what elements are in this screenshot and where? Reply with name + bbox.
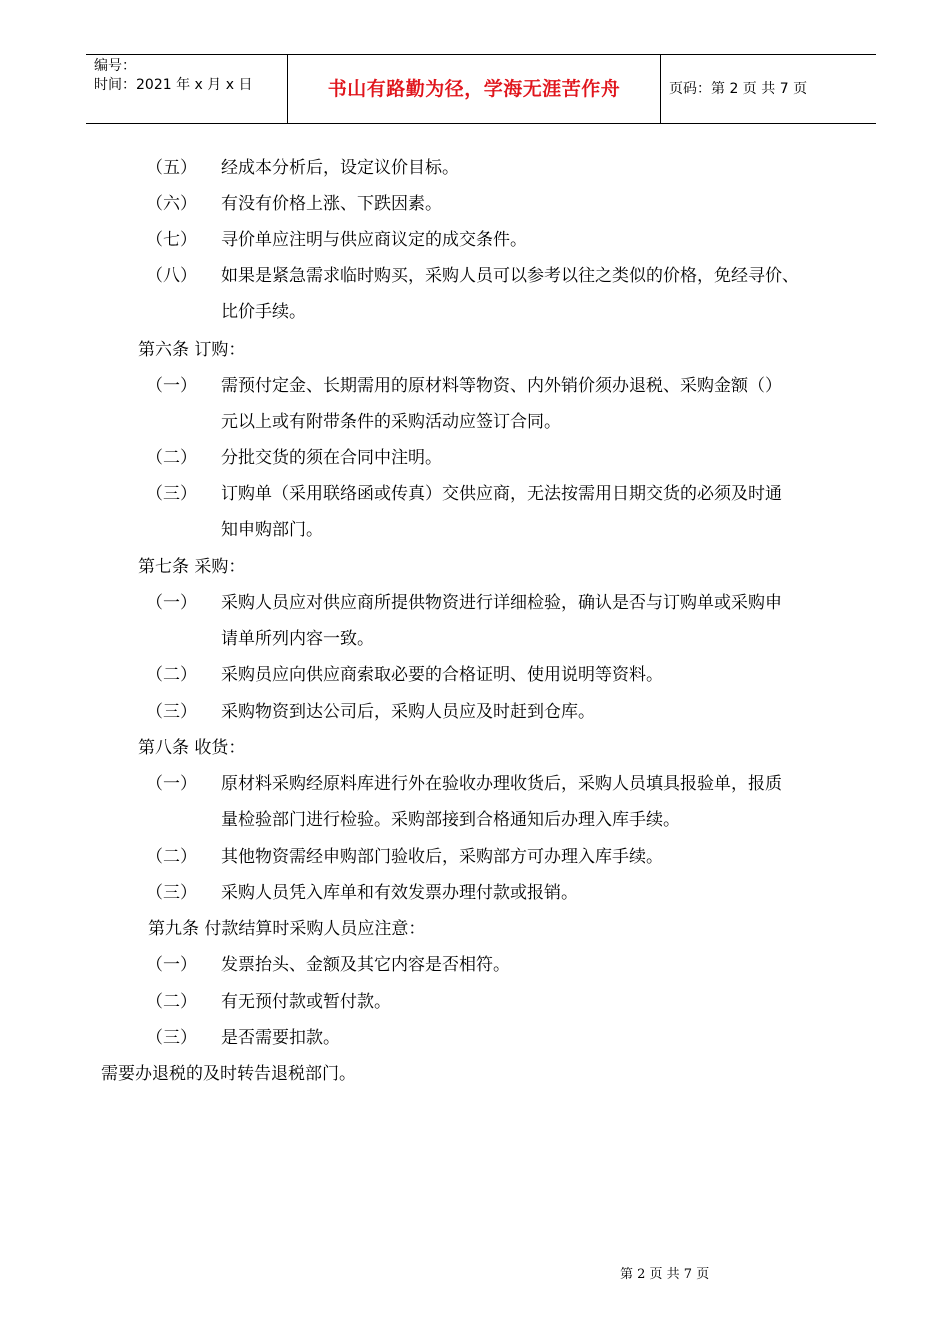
item-text: 如果是紧急需求临时购买，采购人员可以参考以往之类似的价格，免经寻价、	[221, 266, 799, 286]
item-number: （六）	[146, 194, 197, 214]
item-text: 发票抬头、金额及其它内容是否相符。	[221, 955, 510, 975]
item-text: 有没有价格上涨、下跌因素。	[221, 194, 442, 214]
item-text: 采购物资到达公司后，采购人员应及时赶到仓库。	[221, 702, 595, 722]
item-number: （一）	[146, 955, 197, 975]
item-number: （三）	[146, 1028, 197, 1048]
item-text: 经成本分析后，设定议价目标。	[221, 158, 459, 178]
page-header	[86, 54, 876, 124]
item-text: 采购人员凭入库单和有效发票办理付款或报销。	[221, 883, 578, 903]
item-number: （三）	[146, 484, 197, 504]
page-footer: 第 2 页 共 7 页	[620, 1267, 710, 1282]
time-label: 时间：2021 年 x 月 x 日	[94, 77, 253, 93]
code-label: 编号：	[94, 58, 136, 74]
item-number: （一）	[146, 774, 197, 794]
item-number: （二）	[146, 665, 197, 685]
item-number: （三）	[146, 883, 197, 903]
item-number: （一）	[146, 376, 197, 396]
article-heading: 第六条 订购：	[138, 340, 246, 360]
item-text: 订购单（采用联络函或传真）交供应商，无法按需用日期交货的必须及时通	[221, 484, 782, 504]
item-number: （一）	[146, 593, 197, 613]
item-number: （五）	[146, 158, 197, 178]
article-heading: 第七条 采购：	[138, 557, 246, 577]
item-text-continued: 知申购部门。	[221, 520, 323, 540]
item-text: 采购人员应对供应商所提供物资进行详细检验，确认是否与订购单或采购申	[221, 593, 782, 613]
item-text: 需预付定金、长期需用的原材料等物资、内外销价须办退税、采购金额（）	[221, 376, 782, 396]
item-text: 寻价单应注明与供应商议定的成交条件。	[221, 230, 527, 250]
item-number: （八）	[146, 266, 197, 286]
item-text: 有无预付款或暂付款。	[221, 992, 391, 1012]
item-text-continued: 元以上或有附带条件的采购活动应签订合同。	[221, 412, 561, 432]
item-text: 其他物资需经申购部门验收后，采购部方可办理入库手续。	[221, 847, 663, 867]
item-number: （二）	[146, 448, 197, 468]
closing-note: 需要办退税的及时转告退税部门。	[101, 1064, 356, 1084]
item-text-continued: 请单所列内容一致。	[221, 629, 374, 649]
item-text: 是否需要扣款。	[221, 1028, 340, 1048]
item-text-continued: 量检验部门进行检验。采购部接到合格通知后办理入库手续。	[221, 810, 680, 830]
item-number: （二）	[146, 992, 197, 1012]
item-text: 采购员应向供应商索取必要的合格证明、使用说明等资料。	[221, 665, 663, 685]
page-info: 页码：第 2 页 共 7 页	[669, 81, 808, 97]
header-meta	[86, 55, 288, 123]
motto: 书山有路勤为径，学海无涯苦作舟	[327, 78, 621, 100]
item-number: （七）	[146, 230, 197, 250]
item-text: 原材料采购经原料库进行外在验收办理收货后，采购人员填具报验单，报质	[221, 774, 782, 794]
item-number: （二）	[146, 847, 197, 867]
header-motto-cell	[288, 55, 661, 123]
header-page-cell	[661, 55, 876, 123]
article-heading: 第八条 收货：	[138, 738, 246, 758]
item-text-continued: 比价手续。	[221, 302, 306, 322]
item-number: （三）	[146, 702, 197, 722]
item-text: 分批交货的须在合同中注明。	[221, 448, 442, 468]
article-heading: 第九条 付款结算时采购人员应注意：	[148, 919, 426, 939]
